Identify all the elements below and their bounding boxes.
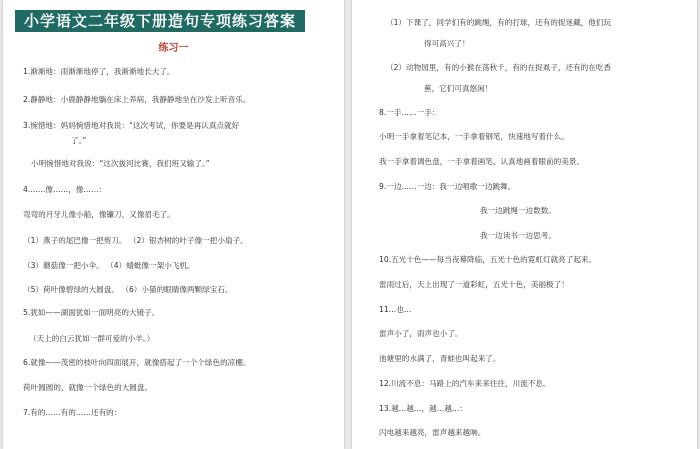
left-line-8: （1）燕子的尾巴像一把剪刀。 （2）银杏树的叶子像一把小扇子。	[23, 236, 248, 245]
right-line-13: 11…也…	[379, 305, 412, 314]
right-page	[352, 0, 697, 449]
right-line-18: 闪电越来越亮，雷声越来越响。	[379, 428, 486, 437]
right-line-7: 我一手拿着调色盘，一手拿着画笔，认真地画着眼前的美景。	[379, 157, 585, 166]
right-line-10: 我一边读书一边思考。	[480, 231, 556, 240]
left-line-6: 4.……像……，像……：	[23, 185, 107, 194]
right-line-17: 13.越…越…，越…越…：	[379, 404, 468, 413]
right-line-12: 雷雨过后，天上出现了一道彩虹，五光十色，美丽极了！	[379, 280, 569, 289]
left-line-14: 荷叶圆圆的，就像一个绿色的大圆盘。	[23, 383, 153, 392]
right-line-5: 8.一手……一手：	[379, 108, 440, 117]
left-line-1: 1.渐渐地：雨渐渐地停了，我渐渐地长大了。	[23, 67, 175, 76]
left-line-9: （3）蘑菇像一把小伞。 （4）蜻蜓像一架小飞机。	[23, 261, 195, 270]
left-line-3: 3.惋惜地：妈妈惋惜地对我说：“这次考试，你要是再认真点就好	[23, 121, 240, 130]
left-line-4: 了。”	[71, 136, 87, 145]
right-line-11: 10.五光十色——每当夜幕降临，五光十色的霓虹灯就亮了起来。	[379, 255, 597, 264]
right-line-8: 9.一边……一边：我一边唱歌一边跳舞。	[379, 182, 516, 191]
document-title: 小学语文二年级下册造句专项练习答案	[15, 10, 305, 32]
left-line-7: 弯弯的月牙儿像小船，像镰刀，又像眉毛了。	[23, 210, 175, 219]
left-line-12: （天上的白云犹如一群可爱的小羊。）	[29, 334, 155, 343]
right-line-6: 小明一手拿着笔记本，一手拿着钢笔，快速地写着什么。	[379, 132, 569, 141]
right-line-14: 雷声小了，雨声也小了。	[379, 329, 463, 338]
right-line-2: 得可高兴了！	[424, 39, 470, 48]
left-line-13: 6.就像——茂密的枝叶向四面展开，就像搭起了一个个绿色的凉棚。	[23, 358, 251, 367]
left-line-2: 2.静静地：小鹿静静地躺在床上养病，我静静地坐在沙发上听音乐。	[23, 95, 251, 104]
left-page	[3, 0, 344, 449]
right-line-9: 我一边跳绳一边数数。	[480, 206, 556, 215]
right-line-15: 池塘里的水满了，青蛙也叫起来了。	[379, 354, 501, 363]
left-line-15: 7.有的……有的……还有的：	[23, 408, 122, 417]
left-line-5: 小明惋惜地对我说：“这次拔河比赛，我们班又输了。”	[31, 159, 210, 168]
left-line-10: （5）荷叶像碧绿的大圆盘。 （6）小猫的眼睛像两颗绿宝石。	[23, 285, 233, 294]
exercise-heading: 练习一	[158, 43, 189, 54]
left-line-11: 5.犹如——湖面犹如一面明亮的大镜子。	[23, 308, 160, 317]
right-line-3: （2）动物园里，有的小猴在荡秋千，有的在捉虱子，还有的在吃香	[386, 63, 612, 72]
right-line-4: 蕉，它们可真悠闲！	[424, 84, 493, 93]
right-line-1: （1）下课了，同学们有的跳绳，有的打球，还有的捉迷藏，他们玩	[386, 18, 612, 27]
right-line-16: 12.川流不息：马路上的汽车来来往往，川流不息。	[379, 379, 551, 388]
